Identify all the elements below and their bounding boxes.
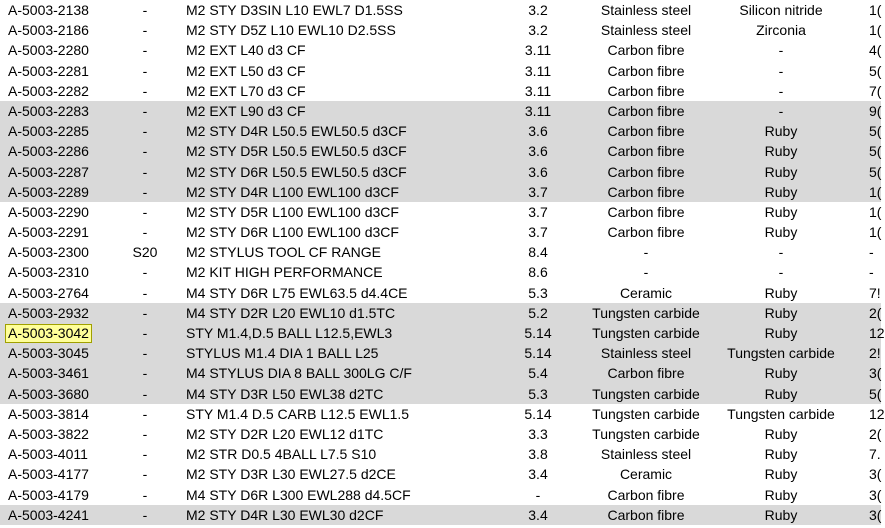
cell-length[interactable]: 5( [869, 123, 882, 140]
cell-part-number[interactable]: A-5003-2280 [8, 42, 89, 59]
cell-variant[interactable]: - [142, 143, 148, 160]
cell-length[interactable]: 4( [869, 42, 882, 59]
table-row [0, 141, 881, 161]
cell-length[interactable]: 3( [869, 466, 882, 483]
cell-description[interactable]: STY M1.4 D.5 CARB L12.5 EWL1.5 [186, 405, 410, 422]
table-row [0, 182, 881, 202]
cell-stem-material[interactable]: Ceramic [619, 284, 673, 301]
cell-section-ref[interactable]: 3.4 [528, 466, 548, 483]
table-row [0, 121, 881, 141]
cell-stem-material[interactable]: - [643, 244, 649, 261]
cell-description[interactable]: STYLUS M1.4 DIA 1 BALL L25 [186, 345, 379, 362]
cell-tip-material[interactable]: - [778, 62, 784, 79]
cell-stem-material[interactable]: Carbon fibre [607, 224, 685, 241]
cell-section-ref[interactable]: 3.2 [528, 2, 548, 18]
cell-length[interactable]: 7! [869, 284, 881, 301]
cell-tip-material[interactable]: Ruby [764, 325, 798, 341]
cell-length[interactable]: 1( [869, 203, 882, 220]
cell-variant[interactable]: S20 [132, 244, 158, 261]
cell-length[interactable]: 5( [869, 385, 882, 402]
cell-stem-material[interactable]: Carbon fibre [607, 42, 685, 59]
cell-stem-material[interactable]: Carbon fibre [607, 143, 685, 160]
cell-length[interactable]: 3( [869, 365, 882, 382]
cell-length[interactable]: 12 [869, 325, 885, 341]
cell-description[interactable]: M2 EXT L90 d3 CF [186, 102, 306, 119]
cell-variant[interactable]: - [142, 224, 148, 241]
cell-part-number[interactable]: A-5003-2289 [8, 183, 89, 200]
cell-tip-material[interactable]: Ruby [764, 446, 798, 463]
cell-tip-material[interactable]: - [778, 244, 784, 261]
cell-length[interactable]: 7( [869, 82, 882, 99]
cell-description[interactable]: M2 STY D5Z L10 EWL10 D2.5SS [186, 22, 396, 39]
cell-part-number[interactable]: A-5003-4241 [8, 506, 89, 523]
cell-tip-material[interactable]: - [778, 264, 784, 281]
cell-variant[interactable]: - [142, 163, 148, 180]
cell-description[interactable]: M2 EXT L40 d3 CF [186, 42, 306, 59]
cell-description[interactable]: M2 EXT L50 d3 CF [186, 62, 306, 79]
cell-section-ref[interactable]: 3.11 [524, 82, 552, 99]
cell-section-ref[interactable]: 8.6 [528, 264, 548, 281]
cell-variant[interactable]: - [142, 22, 148, 39]
cell-part-number[interactable]: A-5003-2287 [8, 163, 89, 180]
cell-part-number[interactable]: A-5003-4179 [8, 486, 89, 503]
cell-description[interactable]: M2 STY D5R L50.5 EWL50.5 d3CF [186, 143, 407, 160]
cell-part-number[interactable]: A-5003-2764 [8, 284, 89, 301]
cell-section-ref[interactable]: 5.3 [528, 385, 548, 402]
cell-length[interactable]: 5( [869, 163, 882, 180]
cell-part-number[interactable]: A-5003-3822 [8, 425, 89, 442]
cell-tip-material[interactable]: Ruby [764, 466, 798, 483]
cell-variant[interactable]: - [142, 304, 148, 321]
cell-description[interactable]: M4 STY D6R L75 EWL63.5 d4.4CE [186, 284, 408, 301]
cell-tip-material[interactable]: Ruby [764, 143, 798, 160]
cell-length[interactable]: 1( [869, 224, 882, 241]
cell-description[interactable]: STY M1.4,D.5 BALL L12.5,EWL3 [186, 325, 393, 341]
table-row [0, 40, 881, 60]
cell-section-ref[interactable]: 3.6 [528, 143, 548, 160]
cell-length[interactable]: 7. [869, 446, 881, 463]
cell-length[interactable]: 2( [869, 304, 882, 321]
table-row [0, 101, 881, 121]
cell-description[interactable]: M2 KIT HIGH PERFORMANCE [186, 264, 383, 281]
cell-length[interactable]: 9( [869, 102, 882, 119]
table-row [0, 262, 881, 282]
cell-section-ref[interactable]: 3.3 [528, 425, 548, 442]
cell-tip-material[interactable]: Ruby [764, 203, 798, 220]
cell-part-number[interactable]: A-5003-2300 [8, 244, 89, 261]
cell-section-ref[interactable]: 5.14 [524, 325, 552, 341]
cell-tip-material[interactable]: Tungsten carbide [727, 405, 835, 422]
cell-stem-material[interactable]: Tungsten carbide [592, 425, 700, 442]
cell-description[interactable]: M2 EXT L70 d3 CF [186, 82, 306, 99]
cell-description[interactable]: M2 STY D5R L100 EWL100 d3CF [186, 203, 399, 220]
cell-description[interactable]: M4 STYLUS DIA 8 BALL 300LG C/F [186, 365, 412, 382]
cell-length[interactable]: 3( [869, 486, 882, 503]
cell-tip-material[interactable]: Ruby [764, 284, 798, 301]
cell-stem-material[interactable]: Stainless steel [600, 22, 692, 39]
cell-tip-material[interactable]: Ruby [764, 224, 798, 241]
cell-tip-material[interactable]: Ruby [764, 123, 798, 140]
cell-stem-material[interactable]: Carbon fibre [607, 506, 685, 523]
cell-description[interactable]: M2 STY D3R L30 EWL27.5 d2CE [186, 466, 396, 483]
cell-stem-material[interactable]: Ceramic [619, 466, 673, 483]
cell-section-ref[interactable]: 3.6 [528, 123, 548, 140]
cell-part-number[interactable]: A-5003-2138 [8, 2, 89, 18]
table-row [0, 0, 881, 20]
table-row [0, 303, 881, 323]
cell-variant[interactable]: - [142, 446, 148, 463]
cell-stem-material[interactable]: Stainless steel [600, 345, 692, 362]
table-row [0, 424, 881, 444]
cell-part-number[interactable]: A-5003-2283 [8, 102, 89, 119]
cell-part-number[interactable]: A-5003-2932 [8, 304, 89, 321]
cell-section-ref[interactable]: 3.8 [528, 446, 548, 463]
cell-variant[interactable]: - [142, 425, 148, 442]
table-row [0, 20, 881, 40]
cell-tip-material[interactable]: Ruby [764, 304, 798, 321]
cell-stem-material[interactable]: Stainless steel [600, 446, 692, 463]
cell-stem-material[interactable]: Carbon fibre [607, 123, 685, 140]
cell-stem-material[interactable]: Carbon fibre [607, 62, 685, 79]
cell-description[interactable]: M2 STY D4R L100 EWL100 d3CF [186, 183, 399, 200]
cell-variant[interactable]: - [142, 284, 148, 301]
cell-length[interactable]: - [869, 264, 874, 281]
cell-part-number[interactable]: A-5003-4011 [8, 446, 88, 463]
cell-length[interactable]: 3( [869, 506, 882, 523]
cell-tip-material[interactable]: Tungsten carbide [727, 345, 835, 362]
cell-section-ref[interactable]: 3.6 [528, 163, 548, 180]
cell-description[interactable]: M2 STY D6R L100 EWL100 d3CF [186, 224, 399, 241]
cell-description[interactable]: M2 STYLUS TOOL CF RANGE [186, 244, 382, 261]
cell-length[interactable]: 1( [869, 22, 882, 39]
cell-section-ref[interactable]: 5.14 [524, 405, 552, 422]
cell-description[interactable]: M4 STY D3R L50 EWL38 d2TC [186, 385, 384, 402]
cell-part-number[interactable]: A-5003-2310 [8, 264, 89, 281]
cell-tip-material[interactable]: Ruby [764, 163, 798, 180]
cell-part-number[interactable]: A-5003-2285 [8, 123, 89, 140]
cell-tip-material[interactable]: - [778, 82, 784, 99]
cell-stem-material[interactable]: Carbon fibre [607, 82, 685, 99]
cell-length[interactable]: - [869, 244, 874, 261]
cell-length[interactable]: 5( [869, 143, 882, 160]
cell-stem-material[interactable]: Carbon fibre [607, 183, 685, 200]
cell-length[interactable]: 1( [869, 2, 882, 18]
cell-stem-material[interactable]: Carbon fibre [607, 203, 685, 220]
cell-variant[interactable]: - [142, 385, 148, 402]
cell-part-number[interactable]: A-5003-3680 [8, 385, 89, 402]
cell-variant[interactable]: - [142, 506, 148, 523]
cell-description[interactable]: M2 STY D2R L20 EWL12 d1TC [186, 425, 384, 442]
cell-tip-material[interactable]: Ruby [764, 183, 798, 200]
table-row [0, 505, 881, 525]
cell-description[interactable]: M2 STR D0.5 4BALL L7.5 S10 [186, 446, 377, 463]
cell-section-ref[interactable]: 5.4 [528, 365, 548, 382]
table-row [0, 222, 881, 242]
table-row [0, 464, 881, 484]
cell-length[interactable]: 1( [869, 183, 882, 200]
cell-section-ref[interactable]: 3.7 [528, 203, 548, 220]
cell-length[interactable]: 2! [869, 345, 881, 362]
cell-stem-material[interactable]: Tungsten carbide [592, 385, 700, 402]
cell-section-ref[interactable]: 3.4 [528, 506, 548, 523]
cell-stem-material[interactable]: Tungsten carbide [592, 325, 700, 341]
cell-stem-material[interactable]: Tungsten carbide [592, 304, 700, 321]
table-row [0, 162, 881, 182]
cell-stem-material[interactable]: Carbon fibre [607, 365, 685, 382]
table-row [0, 404, 885, 424]
cell-section-ref[interactable]: 3.11 [524, 42, 552, 59]
cell-tip-material[interactable]: Ruby [764, 506, 798, 523]
cell-variant[interactable]: - [142, 42, 148, 59]
cell-part-number[interactable]: A-5003-2282 [8, 82, 89, 99]
cell-description[interactable]: M2 STY D3SIN L10 EWL7 D1.5SS [186, 2, 403, 18]
cell-tip-material[interactable]: Ruby [764, 385, 798, 402]
table-row [0, 81, 881, 101]
cell-part-number[interactable]: A-5003-2286 [8, 143, 89, 160]
cell-part-number[interactable]: A-5003-3461 [8, 365, 89, 382]
cell-length[interactable]: 12 [869, 405, 885, 422]
cell-part-number[interactable]: A-5003-2186 [8, 22, 89, 39]
cell-tip-material[interactable]: Ruby [764, 486, 798, 503]
cell-section-ref[interactable]: - [535, 486, 541, 503]
cell-length[interactable]: 5( [869, 62, 882, 79]
cell-variant[interactable]: - [142, 183, 148, 200]
table-row [0, 485, 881, 505]
table-row [0, 444, 881, 464]
table-row [0, 202, 881, 222]
cell-description[interactable]: M2 STY D4R L50.5 EWL50.5 d3CF [186, 123, 407, 140]
cell-stem-material[interactable]: Tungsten carbide [592, 405, 700, 422]
cell-variant[interactable]: - [142, 365, 148, 382]
cell-section-ref[interactable]: 8.4 [528, 244, 548, 261]
cell-description[interactable]: M2 STY D4R L30 EWL30 d2CF [186, 506, 384, 523]
cell-section-ref[interactable]: 3.2 [528, 22, 548, 39]
cell-variant[interactable]: - [142, 466, 148, 483]
cell-tip-material[interactable]: Ruby [764, 365, 798, 382]
cell-section-ref[interactable]: 5.2 [528, 304, 548, 321]
cell-variant[interactable]: - [142, 486, 148, 503]
cell-section-ref[interactable]: 5.14 [524, 345, 552, 362]
cell-variant[interactable]: - [142, 123, 148, 140]
table-row [0, 323, 885, 343]
cell-part-number[interactable]: A-5003-3814 [8, 405, 89, 422]
cell-variant[interactable]: - [142, 102, 148, 119]
table-row [0, 384, 881, 404]
cell-variant[interactable]: - [142, 325, 148, 341]
cell-stem-material[interactable]: Carbon fibre [607, 163, 685, 180]
cell-stem-material[interactable]: Carbon fibre [607, 102, 685, 119]
cell-tip-material[interactable]: Silicon nitride [739, 2, 823, 18]
cell-part-number[interactable]: A-5003-2291 [8, 224, 89, 241]
cell-variant[interactable]: - [142, 62, 148, 79]
cell-variant[interactable]: - [142, 82, 148, 99]
selected-cell[interactable]: A-5003-3042 [5, 324, 92, 343]
cell-variant[interactable]: - [142, 264, 148, 281]
cell-description[interactable]: M2 STY D6R L50.5 EWL50.5 d3CF [186, 163, 407, 180]
table-row [0, 343, 881, 363]
cell-stem-material[interactable]: Stainless steel [600, 2, 692, 18]
table-row [0, 283, 881, 303]
cell-section-ref[interactable]: 3.7 [528, 224, 548, 241]
cell-section-ref[interactable]: 5.3 [528, 284, 548, 301]
cell-tip-material[interactable]: - [778, 42, 784, 59]
cell-part-number[interactable]: A-5003-4177 [8, 466, 89, 483]
table-row [0, 363, 881, 383]
cell-part-number[interactable]: A-5003-2290 [8, 203, 89, 220]
cell-section-ref[interactable]: 3.11 [524, 102, 552, 119]
cell-section-ref[interactable]: 3.11 [524, 62, 552, 79]
cell-tip-material[interactable]: Zirconia [756, 22, 806, 39]
cell-variant[interactable]: - [142, 405, 148, 422]
cell-description[interactable]: M4 STY D6R L300 EWL288 d4.5CF [186, 486, 411, 503]
cell-variant[interactable]: - [142, 2, 148, 18]
cell-tip-material[interactable]: Ruby [764, 425, 798, 442]
cell-variant[interactable]: - [142, 203, 148, 220]
cell-stem-material[interactable]: - [643, 264, 649, 281]
cell-variant[interactable]: - [142, 345, 148, 362]
cell-stem-material[interactable]: Carbon fibre [607, 486, 685, 503]
cell-description[interactable]: M4 STY D2R L20 EWL10 d1.5TC [186, 304, 396, 321]
cell-part-number[interactable]: A-5003-2281 [8, 62, 89, 79]
table-row [0, 242, 881, 262]
table-row [0, 61, 881, 81]
cell-part-number[interactable]: A-5003-3045 [8, 345, 89, 362]
cell-length[interactable]: 2( [869, 425, 882, 442]
cell-section-ref[interactable]: 3.7 [528, 183, 548, 200]
cell-tip-material[interactable]: - [778, 102, 784, 119]
